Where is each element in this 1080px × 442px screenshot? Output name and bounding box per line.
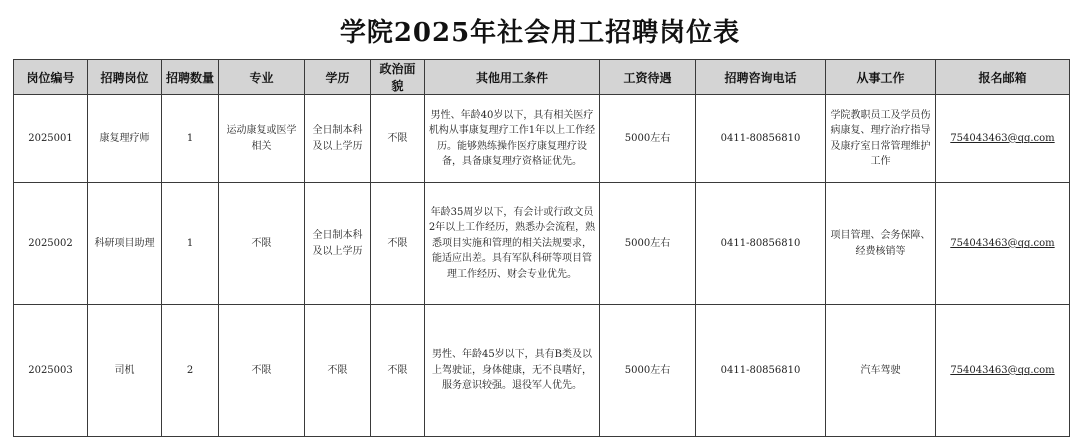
header-count: 招聘数量 — [162, 60, 219, 95]
cell-political: 不限 — [371, 305, 425, 437]
cell-major: 不限 — [219, 305, 305, 437]
header-political: 政治面貌 — [371, 60, 425, 95]
header-major: 专业 — [219, 60, 305, 95]
header-phone: 招聘咨询电话 — [696, 60, 826, 95]
cell-duties: 项目管理、会务保障、经费核销等 — [826, 183, 936, 305]
cell-count: 1 — [162, 183, 219, 305]
cell-education: 全日制本科及以上学历 — [305, 183, 371, 305]
header-duties: 从事工作 — [826, 60, 936, 95]
cell-duties: 学院教职员工及学员伤病康复、理疗治疗指导及康疗室日常管理维护工作 — [826, 95, 936, 183]
cell-duties: 汽车驾驶 — [826, 305, 936, 437]
table-row — [14, 95, 1070, 183]
header-email: 报名邮箱 — [936, 60, 1070, 95]
email-link[interactable]: 754043463@qq.com — [936, 183, 1070, 305]
cell-conditions: 男性、年龄40岁以下，具有相关医疗机构从事康复理疗工作1年以上工作经历。能够熟练操作医疗康复理疗设备，具备康复理疗资格证优先。 — [425, 95, 600, 183]
email-link[interactable]: 754043463@qq.com — [936, 305, 1070, 437]
cell-major: 不限 — [219, 183, 305, 305]
table-row — [14, 183, 1070, 305]
header-conditions: 其他用工条件 — [425, 60, 600, 95]
cell-conditions: 年龄35周岁以下，有会计或行政文员2年以上工作经历，熟悉办会流程，熟悉项目实施和管理的相关法规要求，能适应出差。具有军队科研等项目管理工作经历、财会专业优先。 — [425, 183, 600, 305]
cell-education: 不限 — [305, 305, 371, 437]
cell-phone: 0411-80856810 — [696, 95, 826, 183]
cell-political: 不限 — [371, 95, 425, 183]
cell-conditions: 男性、年龄45岁以下，具有B类及以上驾驶证，身体健康，无不良嗜好，服务意识较强。退役军人优先。 — [425, 305, 600, 437]
cell-id: 2025003 — [14, 305, 88, 437]
email-link[interactable]: 754043463@qq.com — [936, 95, 1070, 183]
cell-education: 全日制本科及以上学历 — [305, 95, 371, 183]
cell-position: 司机 — [88, 305, 162, 437]
cell-political: 不限 — [371, 183, 425, 305]
cell-id: 2025001 — [14, 95, 88, 183]
cell-major: 运动康复或医学相关 — [219, 95, 305, 183]
page-title: 学院2025年社会用工招聘岗位表 — [339, 18, 741, 48]
cell-salary: 5000左右 — [600, 95, 696, 183]
cell-salary: 5000左右 — [600, 305, 696, 437]
header-row — [14, 60, 1070, 95]
table-row — [14, 305, 1070, 437]
cell-position: 科研项目助理 — [88, 183, 162, 305]
cell-count: 1 — [162, 95, 219, 183]
header-salary: 工资待遇 — [600, 60, 696, 95]
cell-id: 2025002 — [14, 183, 88, 305]
cell-phone: 0411-80856810 — [696, 305, 826, 437]
header-position: 招聘岗位 — [88, 60, 162, 95]
header-education: 学历 — [305, 60, 371, 95]
cell-count: 2 — [162, 305, 219, 437]
cell-salary: 5000左右 — [600, 183, 696, 305]
cell-position: 康复理疗师 — [88, 95, 162, 183]
cell-phone: 0411-80856810 — [696, 183, 826, 305]
header-id: 岗位编号 — [14, 60, 88, 95]
recruitment-table — [13, 59, 1070, 437]
